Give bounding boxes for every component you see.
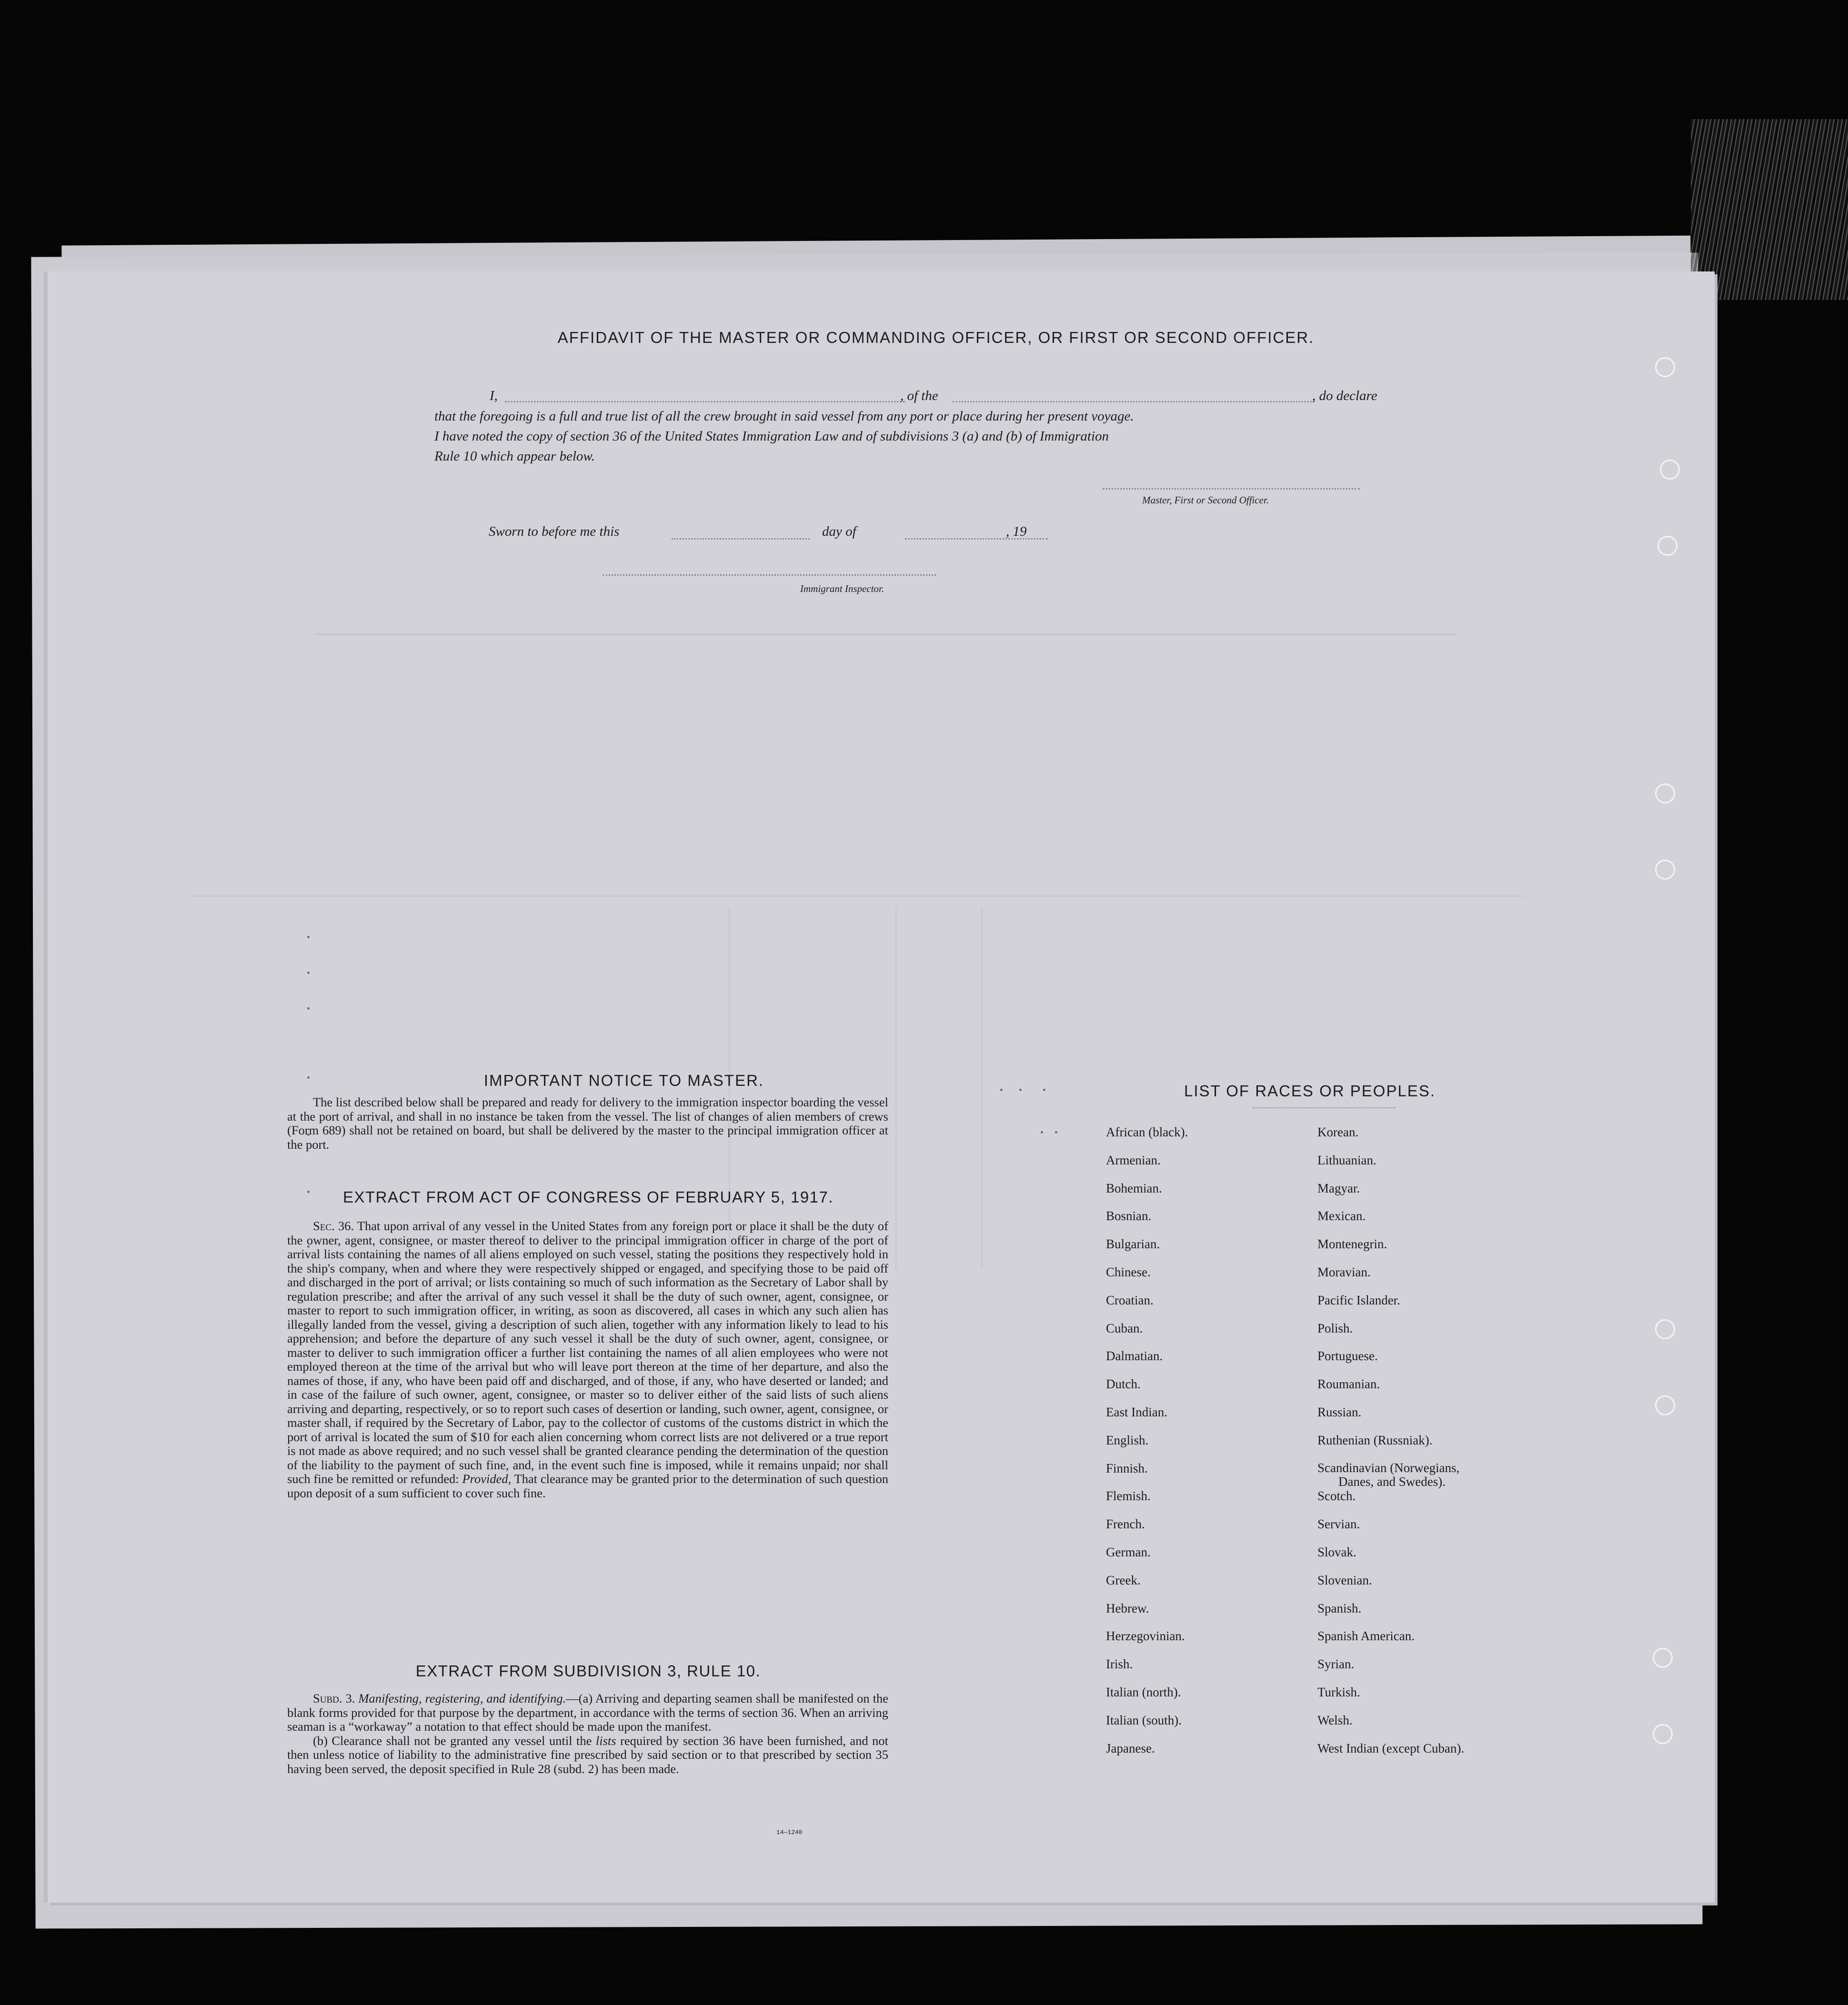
race-item: Herzegovinian.: [1106, 1629, 1185, 1644]
race-item: Servian.: [1317, 1517, 1360, 1532]
races-title-rule: [1253, 1107, 1396, 1108]
inspector-label: Immigrant Inspector.: [800, 583, 884, 594]
binder-hole: [1653, 1724, 1673, 1744]
race-item: Portuguese.: [1317, 1349, 1378, 1363]
race-item: Moravian.: [1317, 1264, 1371, 1279]
day-blank: [672, 538, 810, 540]
race-item: Bosnian.: [1106, 1209, 1152, 1223]
day-of-text: day of: [822, 524, 856, 539]
race-item: Korean.: [1317, 1125, 1359, 1139]
race-item: French.: [1106, 1517, 1145, 1532]
race-item: Slovenian.: [1317, 1573, 1372, 1587]
races-left-column: [1106, 1125, 1306, 1769]
race-item: Spanish American.: [1317, 1629, 1415, 1644]
master-name-blank: [505, 401, 905, 402]
document-page: [48, 271, 1715, 1903]
race-item: Irish.: [1106, 1657, 1133, 1672]
subd-b-lists: lists: [595, 1733, 616, 1748]
race-item: Turkish.: [1317, 1684, 1360, 1699]
races-right-column: [1317, 1125, 1565, 1769]
tick-mark: [1041, 1131, 1043, 1133]
subd-heading: Manifesting, registering, and identifying.: [358, 1691, 566, 1705]
race-item: Syrian.: [1317, 1657, 1355, 1672]
race-item: Slovak.: [1317, 1544, 1356, 1559]
race-item: Chinese.: [1106, 1264, 1151, 1279]
race-item: East Indian.: [1106, 1404, 1167, 1419]
race-item: Magyar.: [1317, 1181, 1360, 1195]
race-item: Italian (north).: [1106, 1684, 1181, 1699]
race-item: Montenegrin.: [1317, 1237, 1387, 1252]
subd-a-text: Arriving and departing seamen shall be manifested on the blank forms provided for that purpose by the department, in accordance with the terms of section 36. When an arriving seaman is a “workaway” a notation to that effect should be made upon the manifest.: [287, 1691, 888, 1734]
race-item: Ruthenian (Russniak).: [1317, 1433, 1433, 1447]
race-item: Roumanian.: [1317, 1377, 1380, 1392]
affidavit-line-2: that the foregoing is a full and true list of all the crew brought in said vessel from any port or place during her present voyage.: [434, 409, 1134, 424]
subd-b-text-2: required by section 36 have been furnished, and not then unless notice of liability to the administrative fine prescribed by said section or to that prescribed by section 35 having been served, the deposit specified in Rule 28 (subd. 2) has been made.: [287, 1733, 889, 1776]
ghost-line: [981, 907, 983, 1269]
year-text: , 19: [1006, 524, 1027, 539]
race-item: Welsh.: [1317, 1713, 1353, 1727]
extract-act-title: EXTRACT FROM ACT OF CONGRESS OF FEBRUARY 5, 1917.: [342, 1188, 834, 1206]
race-item: Russian.: [1317, 1404, 1362, 1419]
binder-hole: [1655, 783, 1675, 803]
race-item: Bohemian.: [1106, 1181, 1162, 1195]
notice-title: IMPORTANT NOTICE TO MASTER.: [483, 1072, 764, 1089]
race-item-continued: Danes, and Swedes).: [1338, 1474, 1446, 1489]
extract-rule-body: [287, 1692, 888, 1776]
race-item: Italian (south).: [1106, 1713, 1182, 1727]
race-item: Spanish.: [1317, 1601, 1362, 1615]
tick-mark: [1043, 1089, 1045, 1091]
tick-mark: [1000, 1089, 1003, 1091]
ghost-line: [314, 633, 1457, 635]
race-item-scandinavian: [1317, 1461, 1565, 1489]
race-item: Bulgarian.: [1106, 1237, 1160, 1252]
race-item: African (black).: [1106, 1125, 1188, 1139]
extract-act-body: [287, 1219, 888, 1500]
race-item: Finnish.: [1106, 1461, 1148, 1475]
affidavit-line-4: Rule 10 which appear below.: [434, 449, 595, 464]
affidavit-line-3: I have noted the copy of section 36 of the United States Immigration Law and of subdivisions 3 (a) and (b) of Immigration: [434, 429, 1109, 444]
binder-hole: [1655, 1319, 1675, 1339]
provided-word: Provided,: [462, 1472, 512, 1486]
inspector-signature-blank: [603, 574, 936, 576]
tick-mark: [307, 1007, 310, 1010]
tick-mark: [307, 972, 310, 974]
binder-hole: [1655, 1395, 1675, 1415]
sworn-text: Sworn to before me this: [489, 524, 620, 539]
notice-text: The list described below shall be prepared and ready for delivery to the immigration inspector boarding the vessel at the port of arrival, and shall in no instance be taken from the vessel. The list of changes of alien members of crews (Form 689) shall not be retained on board, but shall be delivered by the master to the principal immigration officer at the port.: [287, 1095, 888, 1152]
race-item: Armenian.: [1106, 1153, 1161, 1167]
race-item: Scotch.: [1317, 1489, 1356, 1504]
form-number: 14—1240: [776, 1829, 803, 1836]
affidavit-i: I,: [490, 388, 498, 403]
ghost-line: [191, 895, 1524, 897]
affidavit-do-declare: , do declare: [1312, 388, 1377, 403]
race-item: Hebrew.: [1106, 1601, 1149, 1615]
race-item: Mexican.: [1317, 1209, 1366, 1223]
races-title: LIST OF RACES OR PEOPLES.: [1184, 1082, 1436, 1100]
affidavit-title: AFFIDAVIT OF THE MASTER OR COMMANDING OFFICER, OR FIRST OR SECOND OFFICER.: [557, 329, 1315, 346]
race-item: Polish.: [1317, 1321, 1353, 1335]
binder-hole: [1653, 1648, 1673, 1668]
tick-mark: [307, 936, 310, 938]
race-item: West Indian (except Cuban).: [1317, 1741, 1465, 1755]
race-item: Dutch.: [1106, 1377, 1141, 1392]
race-item: Pacific Islander.: [1317, 1293, 1400, 1307]
subd-b-text-1: Clearance shall not be granted any vessel until the: [331, 1733, 592, 1748]
race-item: Croatian.: [1106, 1293, 1154, 1307]
extract-act-text: That upon arrival of any vessel in the United States from any foreign port or place it shall be the duty of the owner, agent, consignee, or master thereof to deliver to the principal immigration officer in charge of the port of arrival lists containing the names of all aliens employed on such vessel, stating the positions they respectively hold in the ship's company, when and where they were respectively shipped or engaged, and specifying those to be paid off and discharged in the port of arrival; or lists containing so much of such information as the Secretary of Labor shall by regulation prescribe; and after the arrival of any such vessel it shall be the duty of such owner, agent, consignee, or master to report to such immigration officer, in writing, as soon as discovered, all cases in which any such alien has illegally landed from the vessel, giving a description of such alien, together with any information likely to lead to his apprehension; and before the departure of any such vessel it shall be the duty of such owner, agent, consignee, or master to deliver to such immigration officer a further list containing the names of all alien employees who were not employed thereon at the time of the arrival but who will leave port thereon at the time of her departure, and also the names of those, if any, who have been paid off and discharged, and of those, if any, who have deserted or landed; and in case of the failure of such owner, agent, consignee, or master so to deliver either of the said lists of such aliens arriving and departing, respectively, or so to report such cases of desertion or landing, such owner, agent, consignee, or master shall, if required by the Secretary of Labor, pay to the collector of customs of the customs district in which the port of arrival is located the sum of $10 for each alien concerning whom correct lists are not delivered or a true report is not made as above required; and no such vessel shall be granted clearance pending the determination of the question of the liability to the payment of such fine, and, in the event such fine is imposed, while it remains unpaid; nor shall such fine be remitted or refunded:: [287, 1219, 888, 1486]
affidavit-of-the: , of the: [900, 388, 938, 403]
signature-blank: [1103, 488, 1360, 490]
subd-b-label: (b): [313, 1733, 328, 1748]
binder-hole: [1657, 536, 1677, 556]
race-item: Lithuanian.: [1317, 1153, 1376, 1167]
race-item: Cuban.: [1106, 1321, 1143, 1335]
subd-a-label: —(a): [566, 1691, 593, 1705]
extract-rule-title: EXTRACT FROM SUBDIVISION 3, RULE 10.: [415, 1662, 761, 1680]
binder-hole: [1655, 357, 1675, 377]
race-item: Flemish.: [1106, 1489, 1151, 1504]
tick-mark: [1055, 1131, 1057, 1133]
notice-body: [287, 1095, 888, 1152]
tick-mark: [1019, 1089, 1022, 1091]
race-item: German.: [1106, 1544, 1151, 1559]
binder-hole: [1660, 460, 1680, 480]
race-item: English.: [1106, 1433, 1149, 1447]
race-item: Scandinavian (Norwegians,: [1317, 1460, 1460, 1475]
subd-label: Subd. 3.: [313, 1691, 355, 1705]
race-item: Greek.: [1106, 1573, 1141, 1587]
race-item: Dalmatian.: [1106, 1349, 1163, 1363]
sec-label: Sec. 36.: [313, 1219, 354, 1233]
vessel-name-blank: [953, 401, 1315, 402]
race-item: Japanese.: [1106, 1741, 1155, 1755]
extract-act-text-end: That clearance may be granted prior to the determination of such question upon deposit of a sum sufficient to cover such fine.: [287, 1472, 888, 1500]
signature-label: Master, First or Second Officer.: [1142, 494, 1269, 506]
binder-hole: [1655, 860, 1675, 880]
